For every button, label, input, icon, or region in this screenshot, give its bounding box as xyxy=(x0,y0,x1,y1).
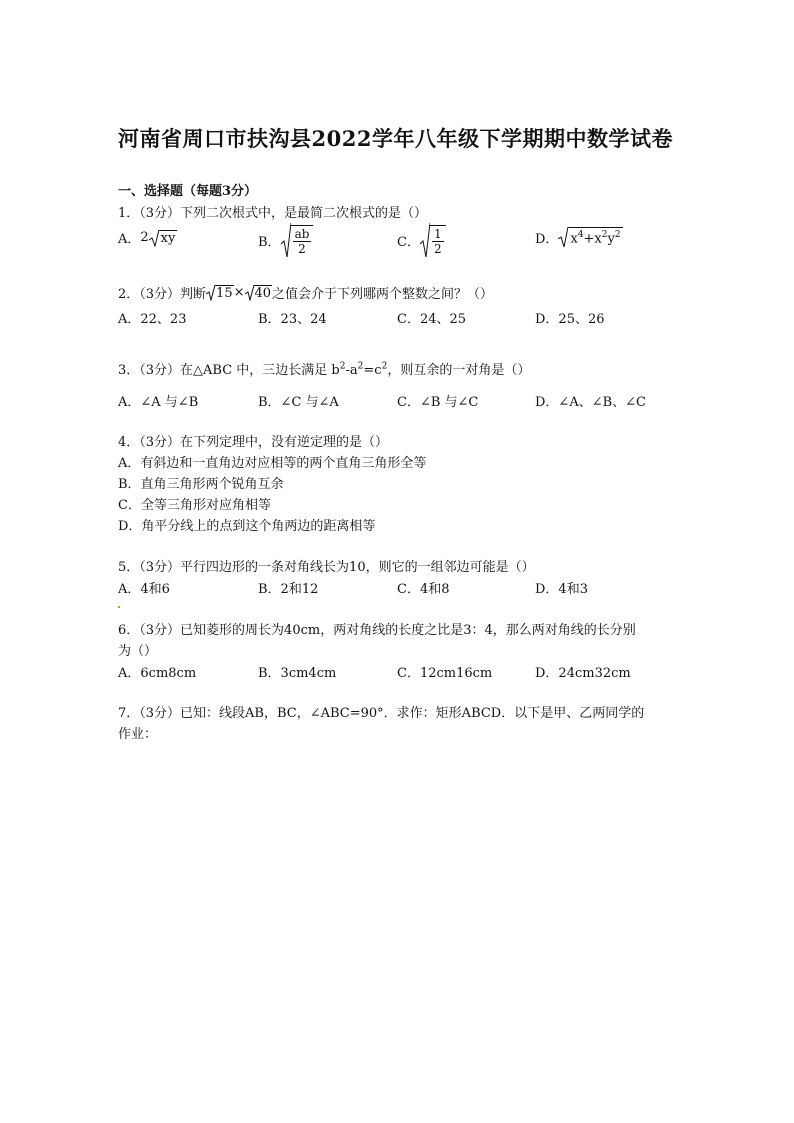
q4-option-b: B．直角三角形两个锐角互余 xyxy=(118,477,284,492)
q5-option-c: C．4和8 xyxy=(397,582,450,597)
radical-sign: $\frac{1}{2}$ xyxy=(420,222,446,258)
q3-option-d: D．∠A、∠B、∠C xyxy=(535,395,646,410)
q6-stem: 6．（3分）已知菱形的周长为40cm，两对角线的长度之比是3：4，那么两对角线的长分别 xyxy=(118,623,636,638)
q3-option-b: B．∠C 与∠A xyxy=(258,395,339,410)
q4-stem: 4．（3分）在下列定理中，没有逆定理的是（） xyxy=(118,435,389,450)
q7-stem: 7．（3分）已知：线段AB，BC，∠ABC=90°．求作：矩形ABCD．以下是甲、乙两同学的 xyxy=(118,706,645,721)
stray-mark xyxy=(118,606,120,608)
q1-stem: 1．（3分）下列二次根式中，是最简二次根式的是（） xyxy=(118,206,428,221)
q6-option-a: A．6cm8cm xyxy=(118,666,197,681)
q4-option-c: C．全等三角形对应角相等 xyxy=(118,498,271,513)
q5-option-a: A．4和6 xyxy=(118,582,170,597)
q4-option-a: A．有斜边和一直角边对应相等的两个直角三角形全等 xyxy=(118,456,427,471)
radical-sign: 15 xyxy=(206,284,234,301)
radical-sign: $x^4+x^2y^2$ xyxy=(558,226,622,248)
q1-option-d: D． $x^4+x^2y^2$ xyxy=(535,226,623,248)
exam-title: 河南省周口市扶沟县2022学年八年级下学期期中数学试卷 xyxy=(118,126,673,151)
q5-option-b: B．2和12 xyxy=(258,582,319,597)
q1-option-b: B． $\frac{ab}{2}$ xyxy=(258,222,313,258)
radical-sign: 40 xyxy=(245,284,273,301)
q6-option-b: B．3cm4cm xyxy=(258,666,337,681)
q6-option-d: D．24cm32cm xyxy=(535,666,631,681)
q3-option-c: C．∠B 与∠C xyxy=(397,395,479,410)
radical-sign: xy xyxy=(149,229,178,247)
q2-option-a: A．22、23 xyxy=(118,312,187,327)
q7-stem-continued: 作业： xyxy=(118,727,158,742)
q5-option-d: D．4和3 xyxy=(535,582,588,597)
q3-option-a: A．∠A 与∠B xyxy=(118,395,199,410)
q1-option-a: A． 2 xy xyxy=(118,230,176,247)
q4-option-d: D．角平分线上的点到这个角两边的距离相等 xyxy=(118,519,376,534)
q1-option-c: C． $\frac{1}{2}$ xyxy=(397,222,446,258)
q5-stem: 5．（3分）平行四边形的一条对角线长为10，则它的一组邻边可能是（） xyxy=(118,560,535,575)
q3-stem: 3．（3分）在△ABC 中，三边长满足 $b^2-a^2=c^2$，则互余的一对角是（） xyxy=(118,361,531,378)
section-heading: 一、选择题（每题3分） xyxy=(118,184,258,199)
q2-option-d: D．25、26 xyxy=(535,312,605,327)
radical-sign: $\frac{ab}{2}$ xyxy=(281,222,314,258)
q6-option-c: C．12cm16cm xyxy=(397,666,493,681)
q2-option-c: C．24、25 xyxy=(397,312,467,327)
q2-option-b: B．23、24 xyxy=(258,312,327,327)
q6-stem-continued: 为（） xyxy=(118,644,158,659)
q2-stem: 2．（3分）判断 15 × 40 之值会介于下列哪两个整数之间？（） xyxy=(118,285,494,302)
